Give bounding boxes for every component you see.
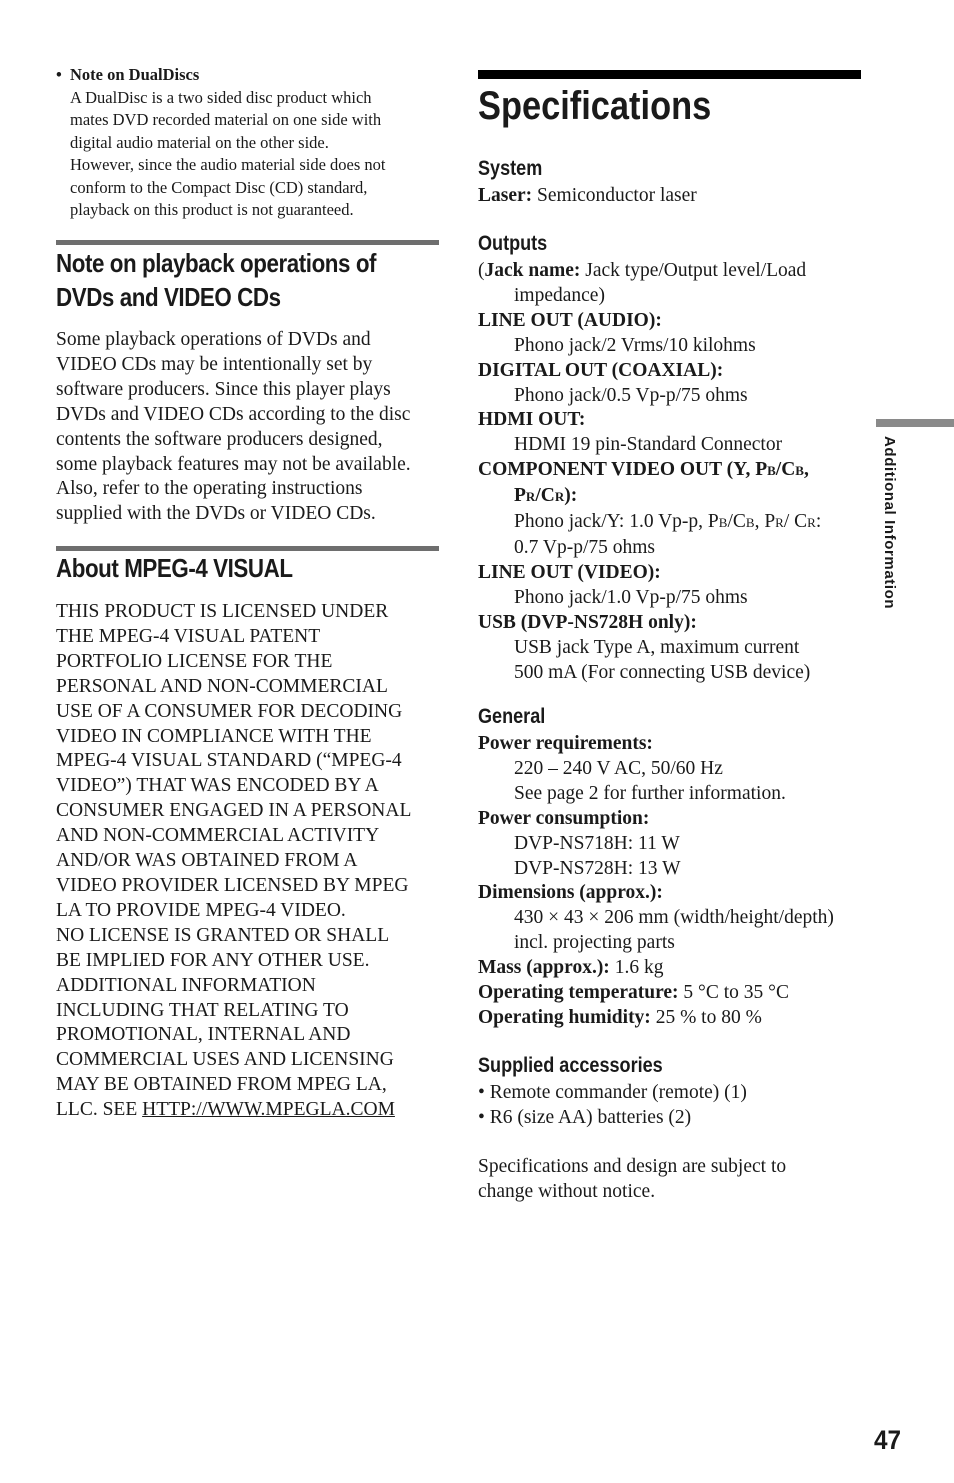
text-line: MAY BE OBTAINED FROM MPEG LA, [56, 1074, 387, 1096]
text-segment: /C [727, 511, 746, 533]
text-segment: /C [775, 459, 796, 481]
power-consumption-label [478, 807, 868, 832]
text-line: BE IMPLIED FOR ANY OTHER USE. [56, 949, 370, 971]
subscript: R [554, 489, 565, 505]
title-line: Note on playback operations of [56, 248, 377, 278]
label-text [478, 459, 809, 480]
power-requirements-value: 220 – 240 V AC, 50/60 Hz [514, 757, 723, 779]
page-number: 47 [874, 1425, 902, 1455]
mpeg-section-title: About MPEG-4 VISUAL [56, 553, 293, 583]
list-item: • R6 (size AA) batteries (2) [478, 1106, 692, 1128]
label-text: LINE OUT (AUDIO): [478, 309, 662, 331]
mass-row [478, 956, 868, 981]
playback-section-title [56, 246, 386, 314]
label-text: DIGITAL OUT (COAXIAL): [478, 359, 724, 381]
side-section-label [878, 436, 900, 626]
general-heading: General [478, 705, 546, 728]
text-line: digital audio material on the other side. [70, 132, 329, 152]
text-segment: P [514, 485, 526, 507]
jack-name-label: Jack name: [484, 260, 581, 281]
text-segment: ): [564, 485, 578, 507]
subscript: B [718, 515, 728, 531]
text-line: THE MPEG-4 VISUAL PATENT [56, 625, 321, 647]
laser-row [478, 184, 868, 209]
label-text [514, 485, 577, 506]
mpegla-link[interactable]: HTTP://WWW.MPEGLA.COM [142, 1099, 395, 1121]
power-consumption-value: DVP-NS728H: 13 W [514, 857, 681, 879]
subscript: R [525, 489, 536, 505]
text-line: AND/OR WAS OBTAINED FROM A [56, 850, 358, 872]
text-line: Some playback operations of DVDs and [56, 329, 371, 350]
usb-value-cont: 500 mA (For connecting USB device) [514, 661, 811, 683]
outputs-intro [478, 259, 868, 284]
text-line: supplied with the DVDs or VIDEO CDs. [56, 503, 376, 525]
text-line: PORTFOLIO LICENSE FOR THE [56, 650, 333, 672]
text-segment: ( [478, 260, 485, 281]
laser-label: Laser: [478, 185, 533, 206]
hdmi-out-value: HDMI 19 pin-Standard Connector [514, 434, 783, 456]
text-segment: / C [783, 511, 808, 533]
component-video-label [478, 458, 868, 484]
line-out-video-label [478, 561, 868, 586]
text-segment: Phono jack/Y: 1.0 Vp-p, P [514, 511, 719, 533]
label-text: Operating humidity: [478, 1006, 651, 1028]
system-heading: System [478, 157, 543, 180]
text-line: AND NON-COMMERCIAL ACTIVITY [56, 825, 380, 847]
text-line: VIDEO CDs may be intentionally set by [56, 353, 373, 375]
text-line: USE OF A CONSUMER FOR DECODING [56, 700, 403, 722]
text-line: ADDITIONAL INFORMATION [56, 974, 316, 996]
operating-temperature-value: 5 °C to 35 °C [678, 982, 789, 1004]
label-text: LINE OUT (VIDEO): [478, 561, 661, 583]
text-line: COMMERCIAL USES AND LICENSING [56, 1049, 394, 1071]
label-text: HDMI OUT: [478, 409, 586, 431]
section-rule [56, 240, 439, 245]
hdmi-out-label [478, 408, 868, 433]
text-line: Also, refer to the operating instructions [56, 478, 363, 500]
subscript: B [745, 515, 755, 531]
text-segment: LLC. SEE [56, 1099, 143, 1121]
dualdisc-note-title: Note on DualDiscs [70, 65, 200, 84]
text-line: change without notice. [478, 1180, 656, 1202]
text-line: NO LICENSE IS GRANTED OR SHALL [56, 924, 390, 946]
subscript: B [767, 463, 776, 479]
text-line: mates DVD recorded material on one side with [70, 110, 382, 129]
line-out-audio-value: Phono jack/2 Vrms/10 kilohms [514, 334, 756, 356]
bullet: • [56, 65, 62, 84]
text-segment: , [803, 459, 809, 481]
text-line: VIDEO PROVIDER LICENSED BY MPEG [56, 874, 409, 896]
text-line: software producers. Since this player plays [56, 378, 391, 400]
text-segment: Jack type/Output level/Load [580, 260, 807, 281]
usb-value: USB jack Type A, maximum current [514, 636, 800, 658]
text-line: DVDs and VIDEO CDs according to the disc [56, 403, 411, 425]
label-text: Mass (approx.): [478, 957, 610, 979]
text-line: some playback features may not be available. [56, 453, 411, 475]
usb-label [478, 611, 868, 636]
label-text: USB (DVP-NS728H only): [478, 611, 697, 633]
operating-humidity-value: 25 % to 80 % [650, 1006, 762, 1028]
outputs-heading: Outputs [478, 232, 548, 255]
digital-out-label [478, 359, 868, 384]
text-line: THIS PRODUCT IS LICENSED UNDER [56, 601, 389, 622]
specifications-title: Specifications [478, 84, 712, 128]
subscript: B [795, 463, 804, 479]
operating-temperature-row [478, 981, 868, 1006]
power-consumption-value: DVP-NS718H: 11 W [514, 832, 680, 854]
text-segment: , P [754, 511, 776, 533]
label-text: Dimensions (approx.): [478, 882, 663, 904]
label-text: Power requirements: [478, 733, 653, 754]
text-line: playback on this product is not guaranteed. [70, 200, 354, 219]
text-line: LA TO PROVIDE MPEG-4 VIDEO. [56, 899, 346, 921]
text-line: INCLUDING THAT RELATING TO [56, 999, 349, 1021]
mpeg-section-body [56, 600, 440, 1123]
component-video-value [478, 510, 868, 536]
dimensions-value: 430 × 43 × 206 mm (width/height/depth) [514, 907, 834, 929]
specifications-rule [478, 70, 861, 79]
text-segment: : [815, 511, 822, 533]
text-line: contents the software producers designed, [56, 428, 383, 450]
playback-section-body [56, 328, 440, 527]
line-out-video-value: Phono jack/1.0 Vp-p/75 ohms [514, 586, 748, 608]
dualdisc-note [56, 64, 440, 222]
text-line: VIDEO”) THAT WAS ENCODED BY A [56, 775, 379, 797]
component-video-value-cont: 0.7 Vp-p/75 ohms [514, 536, 656, 558]
outputs-intro-cont: impedance) [514, 284, 605, 306]
power-requirements-label [478, 732, 868, 757]
general-block [478, 732, 868, 1031]
subscript: R [807, 515, 816, 531]
title-line: DVDs and VIDEO CDs [56, 282, 281, 312]
accessories-heading: Supplied accessories [478, 1054, 663, 1077]
text-segment: COMPONENT VIDEO OUT (Y, P [478, 459, 768, 481]
text-line: PERSONAL AND NON-COMMERCIAL [56, 675, 388, 697]
operating-humidity-row [478, 1006, 868, 1031]
text-line [56, 1098, 440, 1123]
mass-value: 1.6 kg [609, 957, 664, 979]
text-line: PROMOTIONAL, INTERNAL AND [56, 1024, 351, 1046]
digital-out-value: Phono jack/0.5 Vp-p/75 ohms [514, 384, 748, 406]
power-requirements-note: See page 2 for further information. [514, 782, 786, 804]
text-line: conform to the Compact Disc (CD) standard, [70, 177, 368, 197]
text-line: CONSUMER ENGAGED IN A PERSONAL [56, 800, 412, 822]
text-segment: /C [535, 485, 555, 507]
line-out-audio-label [478, 309, 868, 334]
text-line: Specifications and design are subject to [478, 1156, 787, 1177]
system-block [478, 184, 868, 209]
side-tab-marker [876, 419, 954, 427]
component-video-label-cont [478, 484, 868, 510]
subscript: R [775, 515, 784, 531]
text-line: VIDEO IN COMPLIANCE WITH THE [56, 725, 372, 747]
text-line: However, since the audio material side does not [70, 155, 386, 174]
label-text: Operating temperature: [478, 982, 679, 1004]
side-label-text: Additional Information [881, 436, 898, 610]
outputs-block [478, 259, 868, 685]
dualdisc-note-body [70, 87, 440, 222]
accessories-block [478, 1081, 868, 1131]
text-line: A DualDisc is a two sided disc product which [70, 87, 372, 107]
text-line: MPEG-4 VISUAL STANDARD (“MPEG-4 [56, 750, 402, 772]
laser-value: Semiconductor laser [532, 185, 697, 206]
list-item: • Remote commander (remote) (1) [478, 1082, 747, 1103]
dimensions-value-cont: incl. projecting parts [514, 932, 675, 954]
closing-note [478, 1155, 868, 1205]
label-text: Power consumption: [478, 807, 650, 829]
dimensions-label [478, 881, 868, 906]
